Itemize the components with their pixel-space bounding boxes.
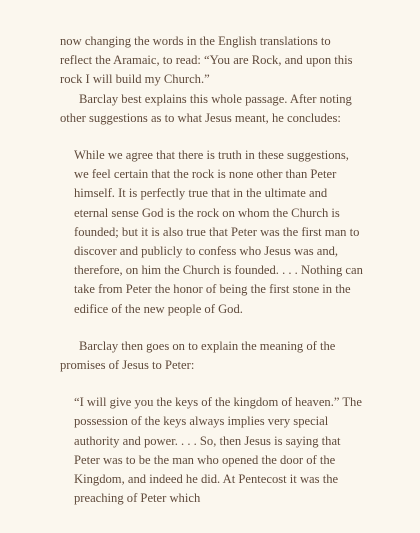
paragraph-barclay-intro: Barclay best explains this whole passage. After noting other suggestions as to what Jesus meant, he concludes: [60, 91, 352, 125]
paragraph-continuation: now changing the words in the English translations to reflect the Aramaic, to read: “You are Rock, and upon this rock I will build my Church.” [60, 34, 353, 87]
paragraph-barclay-then: Barclay then goes on to explain the meaning of the promises of Jesus to Peter: [60, 338, 336, 373]
block-quote-keys: “I will give you the keys of the kingdom of heaven.” The possession of the keys always implies very special authority and power. . . . So, then Jesus is saying that Peter was to be the man who opened the door of the Kingdom, and indeed he did. At Pentecost it was the preaching of Peter which [74, 395, 362, 506]
block-quote-rock: While we agree that there is truth in these suggestions, we feel certain that the rock is none other than Peter himself. It is perfectly true that in the ultimate and eternal sense God is the rock on whom the Church is founded; but it is also true that Peter was the first man to discover and publicly to confess who Jesus was and, therefore, on him the Church is founded. . . . Nothing can take from Peter the honor of being the first stone in the edifice of the new people of God. [74, 148, 363, 316]
